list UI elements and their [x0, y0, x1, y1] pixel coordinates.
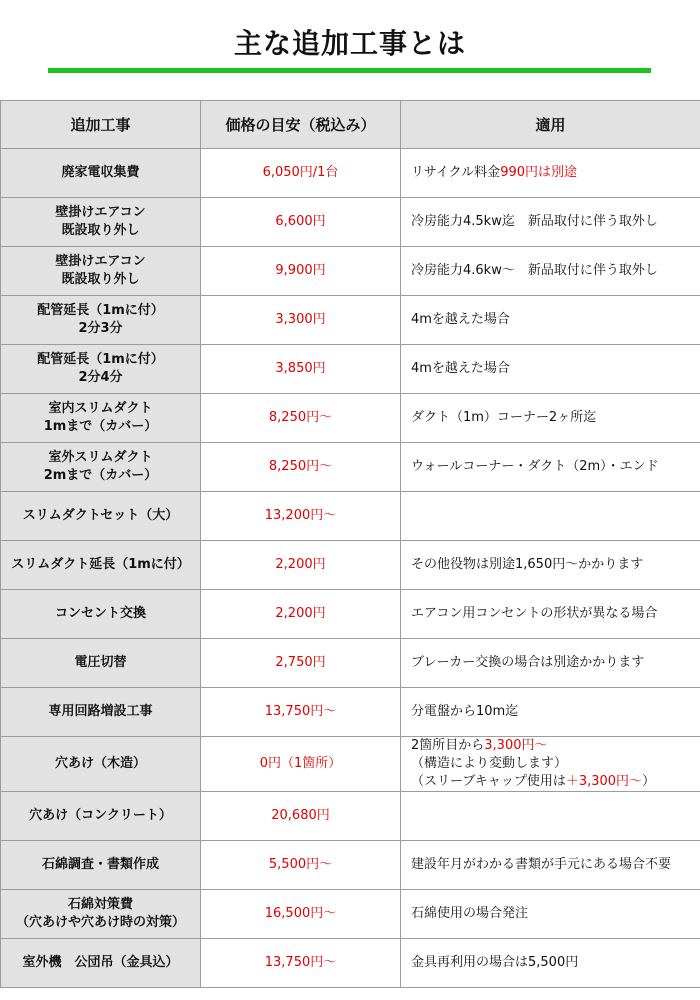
- note-price-highlight: 990円は別途: [500, 165, 578, 180]
- work-cell: [1, 939, 201, 988]
- table-row: [1, 590, 700, 639]
- note-cell: [401, 149, 700, 198]
- note-text: 分電盤から10m迄: [411, 704, 519, 719]
- note-cell: [401, 247, 700, 296]
- work-label: スリムダクトセット（大）: [22, 508, 179, 523]
- work-cell: [1, 345, 201, 394]
- work-label: 電圧切替: [74, 655, 127, 670]
- work-cell: [1, 841, 201, 890]
- note-text: 4mを越えた場合: [411, 312, 510, 327]
- table-row: [1, 296, 700, 345]
- work-cell: [1, 394, 201, 443]
- price-cell: 2,750円: [201, 639, 401, 688]
- work-label: 2分4分: [78, 370, 123, 385]
- price-cell: 6,600円: [201, 198, 401, 247]
- note-cell: [401, 541, 700, 590]
- work-label: 既設取り外し: [61, 272, 140, 287]
- work-label: スリムダクト延長（1mに付）: [11, 557, 190, 572]
- table-row: [1, 149, 700, 198]
- note-cell: [401, 345, 700, 394]
- work-cell: [1, 792, 201, 841]
- header-work: 追加工事: [1, 101, 201, 149]
- note-text: ダクト（1m）コーナー2ヶ所迄: [411, 410, 597, 425]
- work-label: 石綿調査・書類作成: [41, 857, 159, 872]
- work-cell: [1, 443, 201, 492]
- table-row: [1, 492, 700, 541]
- work-cell: [1, 688, 201, 737]
- work-cell: [1, 639, 201, 688]
- work-label: 壁掛けエアコン: [55, 254, 146, 269]
- price-table: [0, 100, 700, 988]
- note-text: その他役物は別途1,650円～かかります: [411, 557, 644, 572]
- page-title: 主な追加工事とは: [233, 27, 466, 60]
- note-cell: [401, 737, 700, 792]
- note-text: 石綿使用の場合発注: [411, 906, 529, 921]
- table-row: [1, 890, 700, 939]
- note-cell: [401, 890, 700, 939]
- table-row: [1, 639, 700, 688]
- table-row: [1, 688, 700, 737]
- note-cell: [401, 792, 700, 841]
- price-cell: 5,500円～: [201, 841, 401, 890]
- work-label: 2mまで（カバー）: [43, 468, 158, 483]
- work-label: 穴あけ（コンクリート）: [29, 808, 172, 823]
- note-line: [411, 737, 700, 773]
- work-cell: [1, 296, 201, 345]
- price-cell: 13,200円～: [201, 492, 401, 541]
- work-label: コンセント交換: [54, 606, 146, 621]
- header-price: 価格の目安（税込み）: [201, 101, 401, 149]
- note-text: （構造により変動します）: [411, 756, 568, 771]
- note-text: ）: [642, 774, 656, 789]
- price-cell: 16,500円～: [201, 890, 401, 939]
- note-text: （スリーブキャップ使用は: [411, 774, 566, 789]
- note-price-highlight: 3,300円～: [484, 738, 548, 753]
- work-label: 1mまで（カバー）: [43, 419, 158, 434]
- note-text: 金具再利用の場合は5,500円: [411, 955, 579, 970]
- work-cell: [1, 198, 201, 247]
- note-text: 冷房能力4.6kw～ 新品取付に伴う取外し: [411, 263, 658, 278]
- work-label: 配管延長（1mに付）: [37, 303, 164, 318]
- table-row: [1, 394, 700, 443]
- note-text: 4mを越えた場合: [411, 361, 510, 376]
- price-cell: 8,250円～: [201, 443, 401, 492]
- table-row: [1, 198, 700, 247]
- price-cell: 20,680円: [201, 792, 401, 841]
- note-text: ブレーカー交換の場合は別途かかります: [411, 655, 645, 670]
- note-price-highlight: ＋3,300円～: [565, 774, 643, 789]
- work-label: 配管延長（1mに付）: [37, 352, 164, 367]
- title-underline: [48, 68, 651, 73]
- note-text: エアコン用コンセントの形状が異なる場合: [411, 606, 658, 621]
- work-label: 穴あけ（木造）: [54, 756, 146, 771]
- note-text: リサイクル料金: [411, 165, 501, 180]
- work-label: （穴あけや穴あけ時の対策）: [15, 915, 185, 930]
- table-row: [1, 792, 700, 841]
- work-label: 室外スリムダクト: [48, 450, 153, 465]
- work-label: 2分3分: [78, 321, 123, 336]
- price-cell: 9,900円: [201, 247, 401, 296]
- table-row: [1, 345, 700, 394]
- work-label: 廃家電収集費: [61, 165, 140, 180]
- price-cell: 6,050円/1台: [201, 149, 401, 198]
- price-cell: 8,250円～: [201, 394, 401, 443]
- note-cell: [401, 688, 700, 737]
- work-label: 室内スリムダクト: [48, 401, 153, 416]
- price-cell: 13,750円～: [201, 939, 401, 988]
- table-row: [1, 737, 700, 792]
- table-row: [1, 541, 700, 590]
- note-line: [411, 773, 700, 791]
- note-text: ウォールコーナー・ダクト（2m）・エンド: [411, 459, 659, 474]
- note-cell: [401, 198, 700, 247]
- work-cell: [1, 737, 201, 792]
- price-cell: 3,850円: [201, 345, 401, 394]
- table-row: [1, 247, 700, 296]
- work-cell: [1, 890, 201, 939]
- work-cell: [1, 541, 201, 590]
- table-header-row: [1, 101, 700, 149]
- note-text: 冷房能力4.5kw迄 新品取付に伴う取外し: [411, 214, 658, 229]
- work-label: 壁掛けエアコン: [55, 205, 146, 220]
- price-cell: 3,300円: [201, 296, 401, 345]
- work-cell: [1, 492, 201, 541]
- note-cell: [401, 639, 700, 688]
- work-label: 石綿対策費: [67, 897, 133, 912]
- note-cell: [401, 394, 700, 443]
- work-cell: [1, 590, 201, 639]
- price-cell: 2,200円: [201, 590, 401, 639]
- note-cell: [401, 841, 700, 890]
- header-note: 適用: [401, 101, 700, 149]
- price-cell: 13,750円～: [201, 688, 401, 737]
- note-cell: [401, 492, 700, 541]
- work-label: 既設取り外し: [61, 223, 140, 238]
- note-text: 建設年月がわかる書類が手元にある場合不要: [411, 857, 672, 872]
- table-row: [1, 443, 700, 492]
- table-row: [1, 939, 700, 988]
- price-cell: 2,200円: [201, 541, 401, 590]
- note-cell: [401, 939, 700, 988]
- note-cell: [401, 590, 700, 639]
- work-label: 専用回路増設工事: [48, 704, 153, 719]
- note-text: 2箇所目から: [411, 738, 485, 753]
- price-cell: 0円（1箇所）: [201, 737, 401, 792]
- note-cell: [401, 443, 700, 492]
- work-cell: [1, 149, 201, 198]
- work-label: 室外機 公団吊（金具込）: [22, 955, 179, 970]
- work-cell: [1, 247, 201, 296]
- table-row: [1, 841, 700, 890]
- note-cell: [401, 296, 700, 345]
